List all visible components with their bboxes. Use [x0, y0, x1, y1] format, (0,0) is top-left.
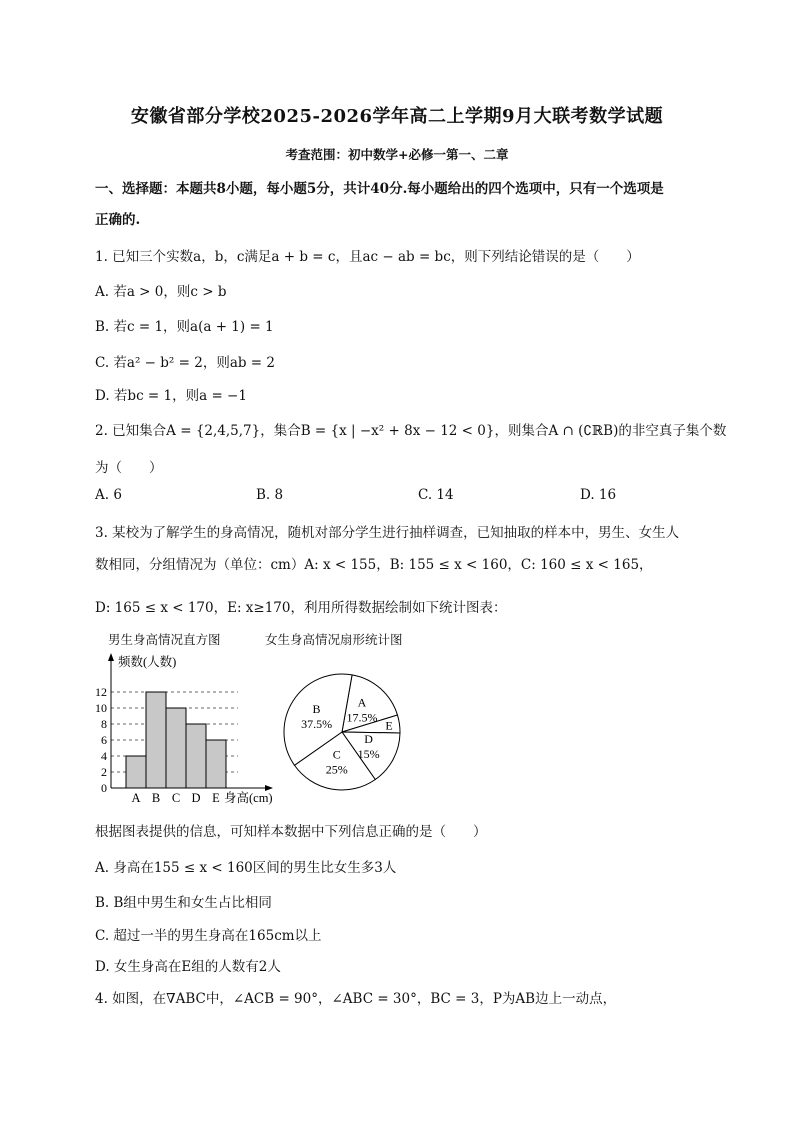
slice-label: B — [312, 701, 321, 716]
x-tick-label: E — [212, 791, 220, 805]
x-tick-label: A — [131, 791, 141, 805]
q3-stem-line3: D: 165 ≤ x < 170，E: x≥170，利用所得数据绘制如下统计图表： — [95, 600, 507, 616]
y-tick-label: 12 — [95, 685, 107, 699]
q3-option-b: B. B组中男生和女生占比相同 — [95, 895, 272, 911]
q3-option-a: A. 身高在155 ≤ x < 160区间的男生比女生多3人 — [95, 860, 397, 876]
slice-percent: 15% — [357, 747, 380, 762]
male-height-histogram — [90, 650, 290, 810]
q2-option-c: C. 14 — [418, 487, 454, 503]
exam-scope: 考查范围：初中数学+必修一第一、二章 — [285, 147, 509, 162]
q2-stem-line2: 为（ ） — [95, 460, 163, 476]
female-height-pie — [280, 668, 410, 798]
slice-label: A — [357, 695, 367, 710]
q3-stem-line1: 3. 某校为了解学生的身高情况，随机对部分学生进行抽样调查，已知抽取的样本中，男生、女生人 — [95, 525, 680, 541]
q1-option-d: D. 若bc = 1，则a = −1 — [95, 388, 247, 404]
y-tick-label: 6 — [101, 733, 107, 747]
q1-option-a: A. 若a > 0，则c > b — [95, 284, 227, 300]
q2-option-a: A. 6 — [95, 487, 122, 503]
slice-percent: 25% — [325, 762, 348, 777]
x-tick-label: D — [191, 791, 201, 805]
slice-label: D — [364, 732, 373, 747]
q1-option-b: B. 若c = 1，则a(a + 1) = 1 — [95, 319, 274, 335]
slice-label: C — [332, 747, 341, 762]
q1-option-c: C. 若a² − b² = 2，则ab = 2 — [95, 355, 275, 371]
q3-option-c: C. 超过一半的男生身高在165cm以上 — [95, 928, 322, 944]
bar-E — [206, 740, 226, 788]
q3-question: 根据图表提供的信息，可知样本数据中下列信息正确的是（ ） — [95, 824, 487, 840]
y-tick-label: 4 — [101, 749, 107, 763]
slice-percent: 17.5% — [346, 710, 378, 725]
q2-option-b: B. 8 — [256, 487, 284, 503]
y-tick-label: 8 — [101, 717, 107, 731]
pie-chart-title: 女生身高情况扇形统计图 — [265, 632, 403, 647]
exam-title: 安徽省部分学校2025-2026学年高二上学期9月大联考数学试题 — [130, 106, 664, 127]
y-axis-arrow — [108, 653, 114, 661]
section-heading-line1: 一、选择题：本题共8小题，每小题5分，共计40分.每小题给出的四个选项中，只有一个选项是 — [95, 181, 664, 197]
q3-option-d: D. 女生身高在E组的人数有2人 — [95, 959, 281, 975]
y-tick-label: 0 — [101, 781, 107, 795]
q1-stem: 1. 已知三个实数a，b，c满足a + b = c，且ac − ab = bc，则下列结论错误的是（ ） — [95, 249, 640, 265]
x-tick-label: C — [171, 791, 181, 805]
x-tick-label: B — [151, 791, 161, 805]
q3-stem-line2: 数相同，分组情况为（单位：cm）A: x < 155，B: 155 ≤ x < 160，C: 160 ≤ x < 165， — [95, 557, 653, 573]
bar-A — [126, 756, 146, 788]
q2-stem-line1: 2. 已知集合A = {2,4,5,7}，集合B = {x | −x² + 8x − 12 < 0}，则集合A ∩ (∁ℝB)的非空真子集个数 — [95, 423, 727, 439]
q4-stem-line1: 4. 如图，在∇ABC中，∠ACB = 90°，∠ABC = 30°，BC = 3，P为AB边上一动点， — [95, 991, 617, 1007]
bar-C — [166, 708, 186, 788]
section-heading-line2: 正确的. — [95, 212, 141, 228]
q2-option-d: D. 16 — [580, 487, 617, 503]
slice-label: E — [385, 718, 393, 733]
y-tick-label: 10 — [95, 701, 107, 715]
y-axis-label: 频数(人数) — [118, 655, 177, 669]
x-axis-label: 身高(cm) — [224, 791, 273, 805]
bar-B — [146, 692, 166, 788]
bar-D — [186, 724, 206, 788]
bar-chart-title: 男生身高情况直方图 — [108, 632, 221, 647]
y-tick-label: 2 — [101, 765, 107, 779]
slice-percent: 37.5% — [301, 716, 333, 731]
